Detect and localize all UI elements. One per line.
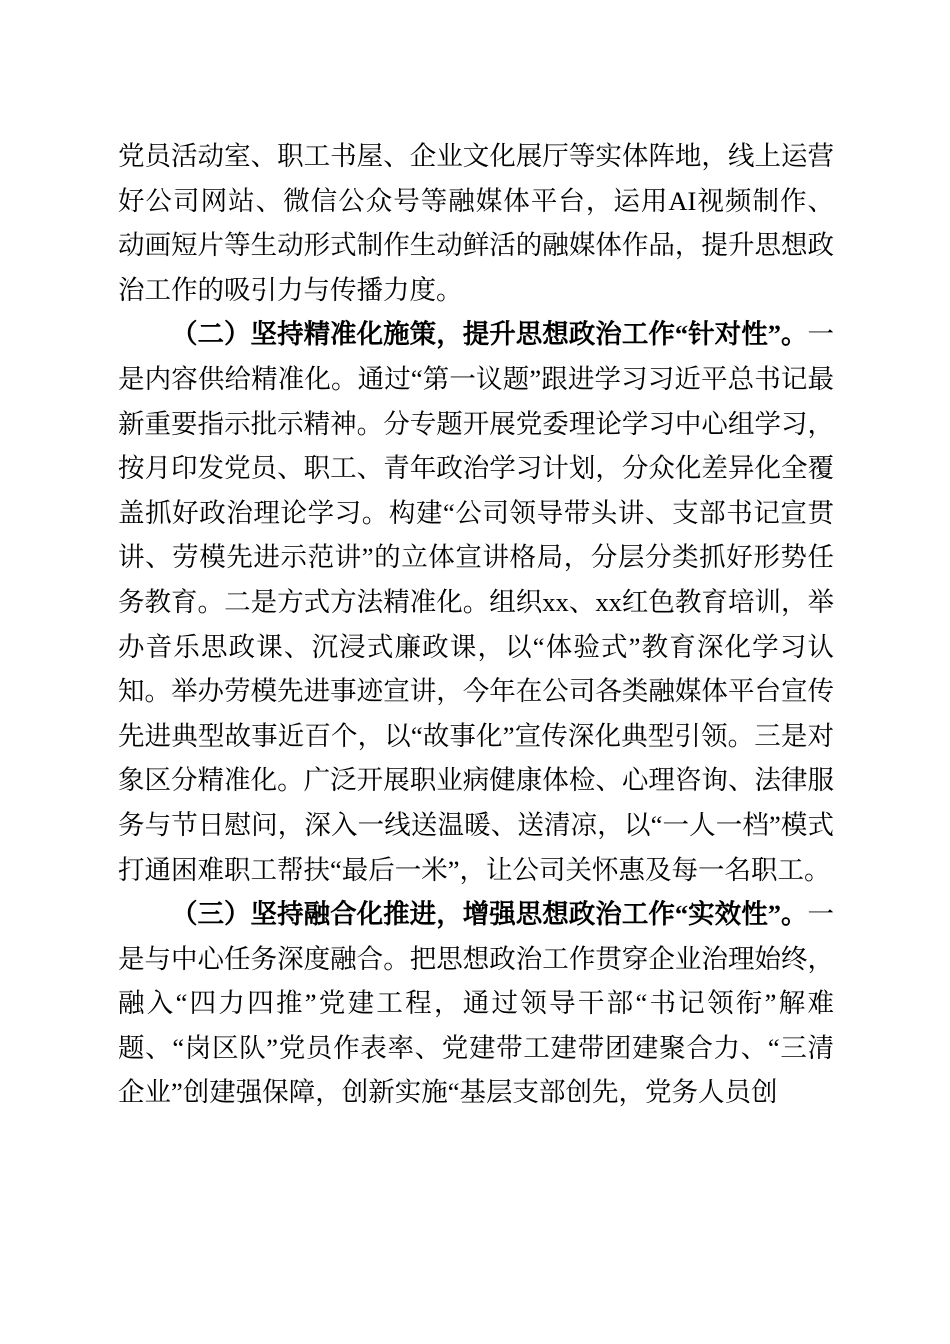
paragraph	[118, 134, 834, 312]
paragraph	[118, 892, 834, 1115]
paragraph-heading-run: （二）坚持精准化施策，提升思想政治工作“针对性”。	[171, 319, 808, 350]
text-run: 一是与中心任务深度融合。把思想政治工作贯穿企业治理始终，融入“四力四推”党建工程，通过领导干部“书记领衔”解难题、“岗区队”党员作表率、党建带工建带团建聚合力、“三清企业”创建强保障，创新实施“基层支部创先，党务人员创	[118, 899, 834, 1108]
text-run: 党员活动室、职工书屋、企业文化展厅等实体阵地，线上运营好公司网站、微信公众号等融媒体平台，运用AI视频制作、动画短片等生动形式制作生动鲜活的融媒体作品，提升思想政治工作的吸引力与传播力度。	[118, 141, 834, 305]
paragraph	[118, 312, 834, 892]
paragraph-heading-run: （三）坚持融合化推进，增强思想政治工作“实效性”。	[171, 899, 808, 930]
document-body	[118, 134, 834, 1115]
text-run: 一是内容供给精准化。通过“第一议题”跟进学习习近平总书记最新重要指示批示精神。分专题开展党委理论学习中心组学习，按月印发党员、职工、青年政治学习计划，分众化差异化全覆盖抓好政治理论学习。构建“公司领导带头讲、支部书记宣贯讲、劳模先进示范讲”的立体宣讲格局，分层分类抓好形势任务教育。二是方式方法精准化。组织xx、xx红色教育培训，举办音乐思政课、沉浸式廉政课，以“体验式”教育深化学习认知。举办劳模先进事迹宣讲，今年在公司各类融媒体平台宣传先进典型故事近百个，以“故事化”宣传深化典型引领。三是对象区分精准化。广泛开展职业病健康体检、心理咨询、法律服务与节日慰问，深入一线送温暖、送清凉，以“一人一档”模式打通困难职工帮扶“最后一米”，让公司关怀惠及每一名职工。	[118, 319, 834, 885]
